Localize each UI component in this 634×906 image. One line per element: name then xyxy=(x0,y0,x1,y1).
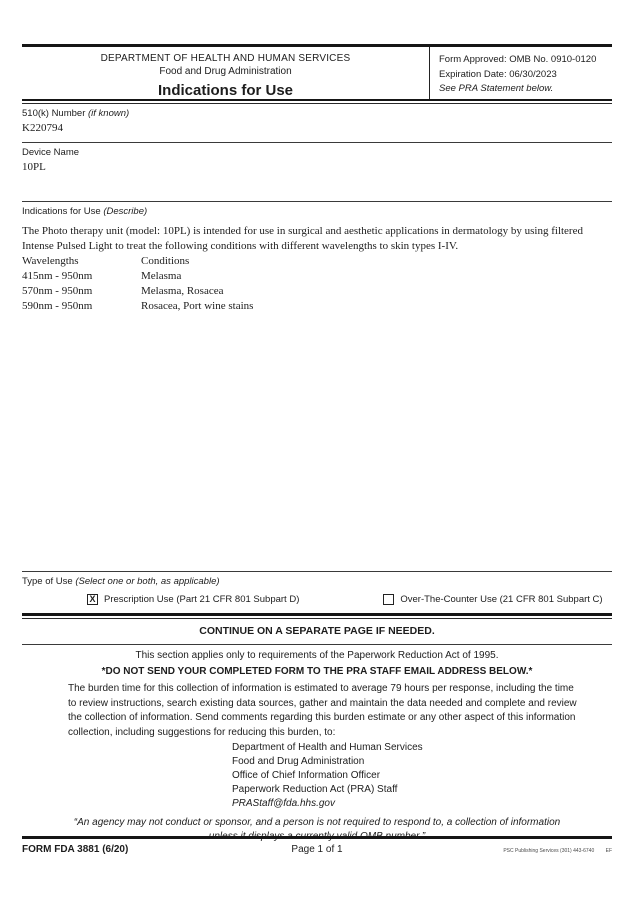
table-header-row xyxy=(22,254,612,269)
device-name-value: 10PL xyxy=(22,161,46,173)
table-row: 415nm - 950nm Melasma xyxy=(22,270,182,282)
prescription-label: Prescription Use (Part 21 CFR 801 Subpart D) xyxy=(104,594,300,605)
k-number-label: 510(k) Number (if known) xyxy=(22,108,130,119)
continue-bottom-rule xyxy=(22,644,612,645)
publisher-info xyxy=(415,848,612,854)
form-footer xyxy=(22,836,612,855)
otc-checkbox[interactable] xyxy=(383,594,394,605)
address-line: Department of Health and Human Services xyxy=(232,742,423,753)
form-title: Indications for Use xyxy=(157,82,294,99)
indications-section xyxy=(22,202,612,571)
wavelength-table xyxy=(22,254,612,314)
pra-address-block xyxy=(232,741,612,811)
type-of-use-section xyxy=(22,572,612,613)
pra-applies-text: This section applies only to requirements of the Paperwork Reduction Act of 1995. xyxy=(135,650,499,661)
omb-box xyxy=(429,47,612,99)
conditions-header: Conditions xyxy=(141,255,190,267)
indications-paragraph: The Photo therapy unit (model: 10PL) is intended for use in surgical and aesthetic applications in dermatology by using filtered Intense Pulsed Light to treat the following conditions with different wavelengths to skin types I-IV. xyxy=(22,225,583,252)
k-number-section xyxy=(22,104,612,142)
omb-quote: “An agency may not conduct or sponsor, and a person is not required to respond to, a collection of information unless it displays a currently valid OMB number.” xyxy=(73,817,561,842)
type-of-use-label: Type of Use (Select one or both, as applicable) xyxy=(22,576,220,587)
header-left xyxy=(22,47,429,99)
address-line: Food and Drug Administration xyxy=(232,756,365,767)
otc-use-option xyxy=(383,594,602,605)
address-line: Paperwork Reduction Act (PRA) Staff xyxy=(232,784,398,795)
omb-number: Form Approved: OMB No. 0910-0120 xyxy=(439,54,597,65)
ef-mark: EF xyxy=(605,848,613,854)
publisher-text: PSC Publishing Services (301) 443-6740 xyxy=(503,848,595,854)
pra-statement-section xyxy=(22,650,612,844)
prescription-use-option xyxy=(87,594,299,605)
continue-banner: CONTINUE ON A SEPARATE PAGE IF NEEDED. xyxy=(199,625,435,637)
pra-warning-text: *DO NOT SEND YOUR COMPLETED FORM TO THE PRA STAFF EMAIL ADDRESS BELOW.* xyxy=(101,666,533,677)
k-number-value: K220794 xyxy=(22,122,63,134)
pra-email: PRAStaff@fda.hhs.gov xyxy=(232,798,335,809)
table-row: 570nm - 950nm Melasma, Rosacea xyxy=(22,285,224,297)
table-row: 590nm - 950nm Rosacea, Port wine stains xyxy=(22,300,254,312)
prescription-checkbox[interactable]: X xyxy=(87,594,98,605)
otc-label: Over-The-Counter Use (21 CFR 801 Subpart C) xyxy=(400,594,603,605)
pra-burden-text: The burden time for this collection of information is estimated to average 79 hours per response, including the time to review instructions, search existing data sources, gather and maintain the data needed and complete and review the collection of information. Send comments regarding this burden estimate or any other aspect of this information collection, including suggestions for reducing this burden, to: xyxy=(68,683,577,738)
wavelengths-header: Wavelengths xyxy=(22,255,79,267)
page-indicator: Page 1 of 1 xyxy=(291,844,343,855)
device-name-section xyxy=(22,143,612,201)
agency-name: Food and Drug Administration xyxy=(159,66,292,77)
omb-expiration: Expiration Date: 06/30/2023 xyxy=(439,68,557,80)
indications-label: Indications for Use (Describe) xyxy=(22,206,148,217)
department-name: DEPARTMENT OF HEALTH AND HUMAN SERVICES xyxy=(100,53,351,64)
omb-pra-note: See PRA Statement below. xyxy=(439,83,554,94)
checkbox-row xyxy=(22,594,612,605)
address-line: Office of Chief Information Officer xyxy=(232,770,381,781)
form-number: FORM FDA 3881 (6/20) xyxy=(22,844,129,855)
form-header xyxy=(22,47,612,99)
device-name-label: Device Name xyxy=(22,147,80,158)
